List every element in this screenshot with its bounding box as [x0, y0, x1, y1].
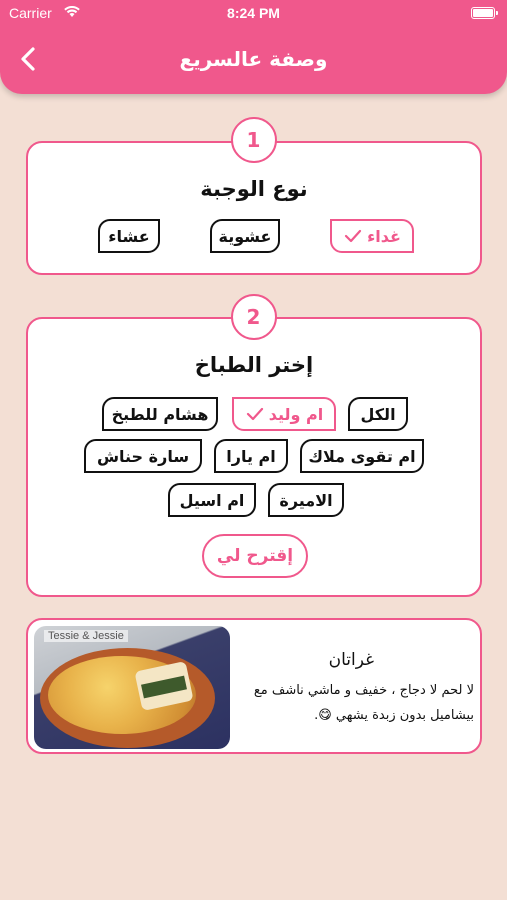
chip-chef-um-walid-label: ام وليد	[268, 404, 324, 424]
chip-afternoon[interactable]	[210, 219, 280, 253]
meal-type-title: نوع الوجبة	[200, 177, 308, 201]
checkmark-icon	[245, 404, 265, 424]
chip-chef-um-yara[interactable]	[214, 439, 288, 473]
chip-chef-um-taqwa[interactable]	[300, 439, 424, 473]
chip-chef-sara-label: سارة حناش	[96, 446, 190, 466]
recipe-description: لا لحم لا دجاج ، خفيف و ماشي ناشف مع بيشاميل بدون زبدة يشهي 😋.	[253, 683, 474, 723]
recipe-photo	[34, 626, 230, 749]
photo-label: Tessie & Jessie	[44, 630, 128, 642]
battery-icon	[471, 7, 495, 19]
step-badge-2: 2	[231, 294, 277, 340]
chip-chef-princess-label: الاميرة	[279, 490, 333, 510]
chip-lunch[interactable]	[330, 219, 414, 253]
chip-chef-um-taqwa-label: ام تقوى ملاك	[308, 446, 416, 466]
chip-chef-um-yara-label: ام يارا	[226, 446, 276, 466]
chip-dinner-label: عشاء	[108, 226, 150, 246]
chip-lunch-label: غداء	[367, 226, 401, 246]
recipe-card[interactable]	[26, 618, 482, 754]
page-title: وصفة عالسريع	[179, 47, 328, 71]
chip-chef-sara[interactable]	[84, 439, 202, 473]
recipe-title: غراتان	[328, 650, 374, 670]
chip-dinner[interactable]	[98, 219, 160, 253]
top-app-bar	[0, 0, 507, 94]
chef-title: إختر الطباخ	[194, 353, 314, 377]
chip-chef-hisham-label: هشام للطبخ	[111, 404, 209, 424]
status-time: 8:24 PM	[227, 5, 280, 21]
chip-chef-princess[interactable]	[268, 483, 344, 517]
status-bar	[0, 0, 507, 28]
carrier-label: Carrier	[9, 5, 52, 21]
chip-chef-um-walid[interactable]	[232, 397, 336, 431]
step-badge-1: 1	[231, 117, 277, 163]
suggest-button[interactable]: إقترح لي	[202, 534, 308, 578]
chip-chef-um-asil[interactable]	[168, 483, 256, 517]
chip-afternoon-label: عشوية	[218, 226, 272, 246]
chip-chef-um-asil-label: ام اسيل	[179, 490, 245, 510]
checkmark-icon	[343, 226, 363, 246]
chip-chef-all[interactable]	[348, 397, 408, 431]
chef-card	[26, 317, 482, 597]
chip-chef-hisham[interactable]	[102, 397, 218, 431]
chip-chef-all-label: الكل	[360, 404, 396, 424]
